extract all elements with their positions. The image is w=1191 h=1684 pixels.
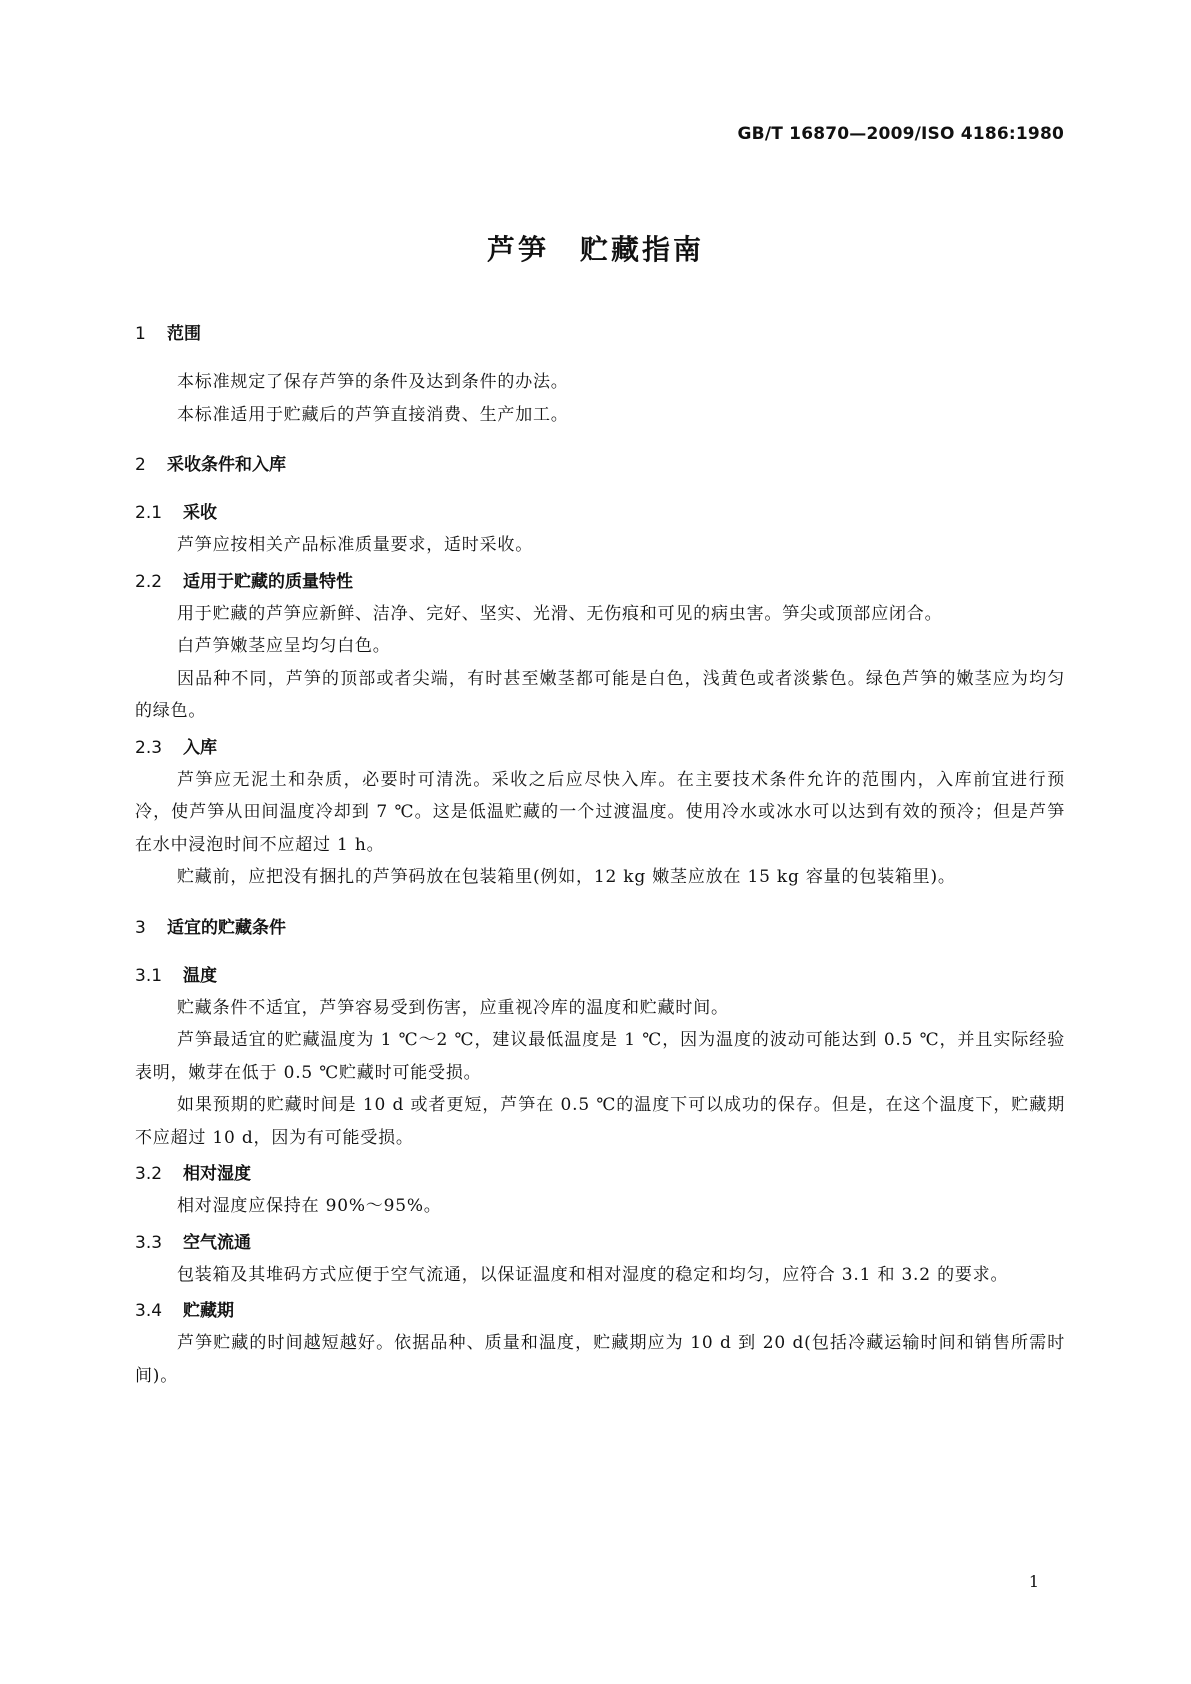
paragraph: 芦笋最适宜的贮藏温度为 1 ℃～2 ℃，建议最低温度是 1 ℃，因为温度的波动可能达到 0.5 ℃，并且实际经验表明，嫩芽在低于 0.5 ℃贮藏时可能受损。	[135, 1030, 1065, 1083]
subsection-title: 贮藏期	[183, 1301, 234, 1321]
paragraph: 芦笋应按相关产品标准质量要求，适时采收。	[177, 535, 533, 555]
section-number: 1	[135, 324, 146, 344]
subsection-2-1-heading	[135, 497, 1065, 529]
paragraph: 本标准规定了保存芦笋的条件及达到条件的办法。	[177, 372, 569, 392]
subsection-title: 温度	[183, 965, 217, 986]
subsection-number: 3.2	[135, 1164, 163, 1184]
subsection-title: 入库	[183, 737, 217, 758]
section-title: 范围	[167, 324, 201, 344]
paragraph: 白芦笋嫩茎应呈均匀白色。	[177, 636, 391, 656]
section-2-heading	[135, 449, 1065, 481]
document-body	[135, 318, 1065, 1392]
paragraph: 包装箱及其堆码方式应便于空气流通，以保证温度和相对湿度的稳定和均匀，应符合 3.1 和 3.2 的要求。	[177, 1264, 1009, 1285]
subsection-3-1-heading	[135, 960, 1065, 992]
section-number: 2	[135, 455, 146, 475]
paragraph: 芦笋贮藏的时间越短越好。依据品种、质量和温度，贮藏期应为 10 d 到 20 d(包括冷藏运输时间和销售所需时间)。	[135, 1333, 1065, 1386]
document-title: 芦笋 贮藏指南	[486, 233, 704, 266]
subsection-number: 3.1	[135, 965, 163, 986]
section-number: 3	[135, 917, 146, 938]
section-3-heading	[135, 912, 1065, 944]
subsection-number: 3.4	[135, 1301, 163, 1321]
subsection-2-3-heading	[135, 732, 1065, 764]
paragraph: 如果预期的贮藏时间是 10 d 或者更短，芦笋在 0.5 ℃的温度下可以成功的保存。但是，在这个温度下，贮藏期不应超过 10 d，因为有可能受损。	[135, 1095, 1065, 1148]
subsection-3-3-heading	[135, 1227, 1065, 1259]
subsection-2-2-heading	[135, 566, 1065, 598]
paragraph: 相对湿度应保持在 90%～95%。	[177, 1196, 442, 1216]
paragraph: 用于贮藏的芦笋应新鲜、洁净、完好、坚实、光滑、无伤痕和可见的病虫害。笋尖或顶部应闭合。	[177, 603, 943, 624]
section-title: 采收条件和入库	[167, 455, 286, 475]
paragraph: 芦笋应无泥土和杂质，必要时可清洗。采收之后应尽快入库。在主要技术条件允许的范围内，入库前宜进行预冷，使芦笋从田间温度冷却到 7 ℃。这是低温贮藏的一个过渡温度。使用冷水或冰水可以达到有效的预冷；但是芦笋在水中浸泡时间不应超过 1 h。	[135, 769, 1065, 855]
subsection-3-2-heading	[135, 1158, 1065, 1190]
page-number: 1	[1028, 1572, 1039, 1591]
subsection-number: 3.3	[135, 1232, 163, 1253]
paragraph: 贮藏条件不适宜，芦笋容易受到伤害，应重视冷库的温度和贮藏时间。	[177, 997, 729, 1018]
paragraph: 贮藏前，应把没有捆扎的芦笋码放在包装箱里(例如，12 kg 嫩茎应放在 15 kg 容量的包装箱里)。	[177, 867, 956, 887]
subsection-number: 2.3	[135, 737, 163, 758]
subsection-number: 2.2	[135, 571, 163, 592]
subsection-title: 采收	[183, 503, 217, 523]
subsection-number: 2.1	[135, 503, 163, 523]
subsection-3-4-heading	[135, 1295, 1065, 1327]
subsection-title: 适用于贮藏的质量特性	[183, 571, 353, 592]
paragraph: 因品种不同，芦笋的顶部或者尖端，有时甚至嫩茎都可能是白色，浅黄色或者淡紫色。绿色芦笋的嫩茎应为均匀的绿色。	[135, 668, 1065, 721]
subsection-title: 空气流通	[183, 1232, 251, 1253]
section-title: 适宜的贮藏条件	[167, 917, 286, 938]
section-1-heading	[135, 318, 1065, 350]
paragraph: 本标准适用于贮藏后的芦笋直接消费、生产加工。	[177, 404, 569, 425]
standard-code: GB/T 16870—2009/ISO 4186:1980	[737, 124, 1064, 144]
subsection-title: 相对湿度	[183, 1164, 251, 1184]
